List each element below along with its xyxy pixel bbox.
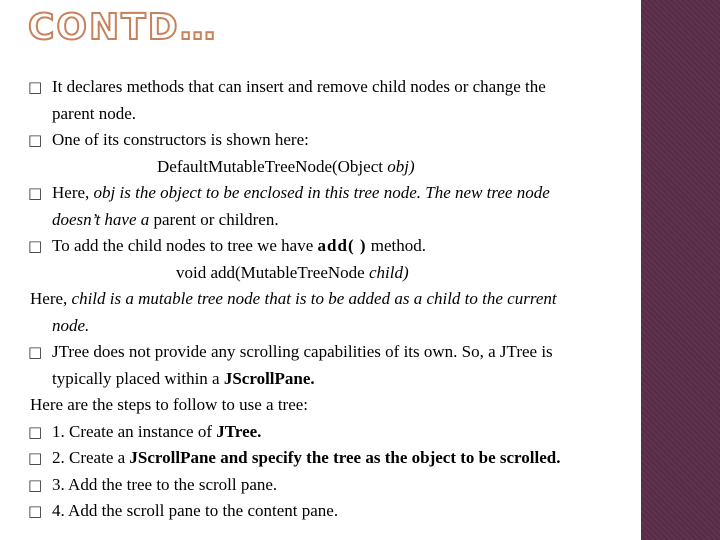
text-line: typically placed within a JScrollPane. (52, 368, 315, 388)
bullet-line: □ One of its constructors is shown here: (30, 127, 660, 154)
bullet-icon: □ (28, 184, 43, 202)
bullet-line: □ Here, obj is the object to be enclosed in this tree node. The new tree node (30, 180, 660, 207)
bullet-icon: □ (28, 78, 43, 96)
bullet-line: □ 1. Create an instance of JTree. (30, 419, 660, 446)
slide-body (30, 74, 660, 525)
bullet-line: □ To add the child nodes to tree we have add( ) method. (30, 233, 660, 260)
bullet-icon: □ (28, 449, 43, 467)
text-line: node. (52, 315, 90, 335)
bullet-line: □ 4. Add the scroll pane to the content pane. (30, 498, 660, 525)
bullet-icon: □ (28, 237, 43, 255)
bullet-line: □ It declares methods that can insert and remove child nodes or change the (30, 74, 660, 101)
text-line: Here, child is a mutable tree node that is to be added as a child to the current (30, 289, 557, 308)
text-line: parent node. (52, 103, 137, 123)
text-line: doesn’t have a parent or children. (52, 209, 279, 229)
bullet-icon: □ (28, 343, 43, 361)
slide-title: CONTD… (28, 7, 218, 48)
bullet-icon: □ (28, 131, 43, 149)
code-line: DefaultMutableTreeNode(Object obj) (157, 156, 415, 176)
bullet-line: □ 3. Add the tree to the scroll pane. (30, 472, 660, 499)
code-line: void add(MutableTreeNode child) (176, 262, 409, 282)
bullet-icon: □ (28, 422, 43, 441)
bullet-line: □ 2. Create a JScrollPane and specify the tree as the object to be scrolled. (30, 445, 660, 472)
bullet-line: □ JTree does not provide any scrolling capabilities of its own. So, a JTree is (30, 339, 660, 366)
text-line: Here are the steps to follow to use a tree: (30, 395, 309, 414)
bullet-icon: □ (28, 475, 43, 494)
bullet-icon: □ (28, 502, 43, 520)
